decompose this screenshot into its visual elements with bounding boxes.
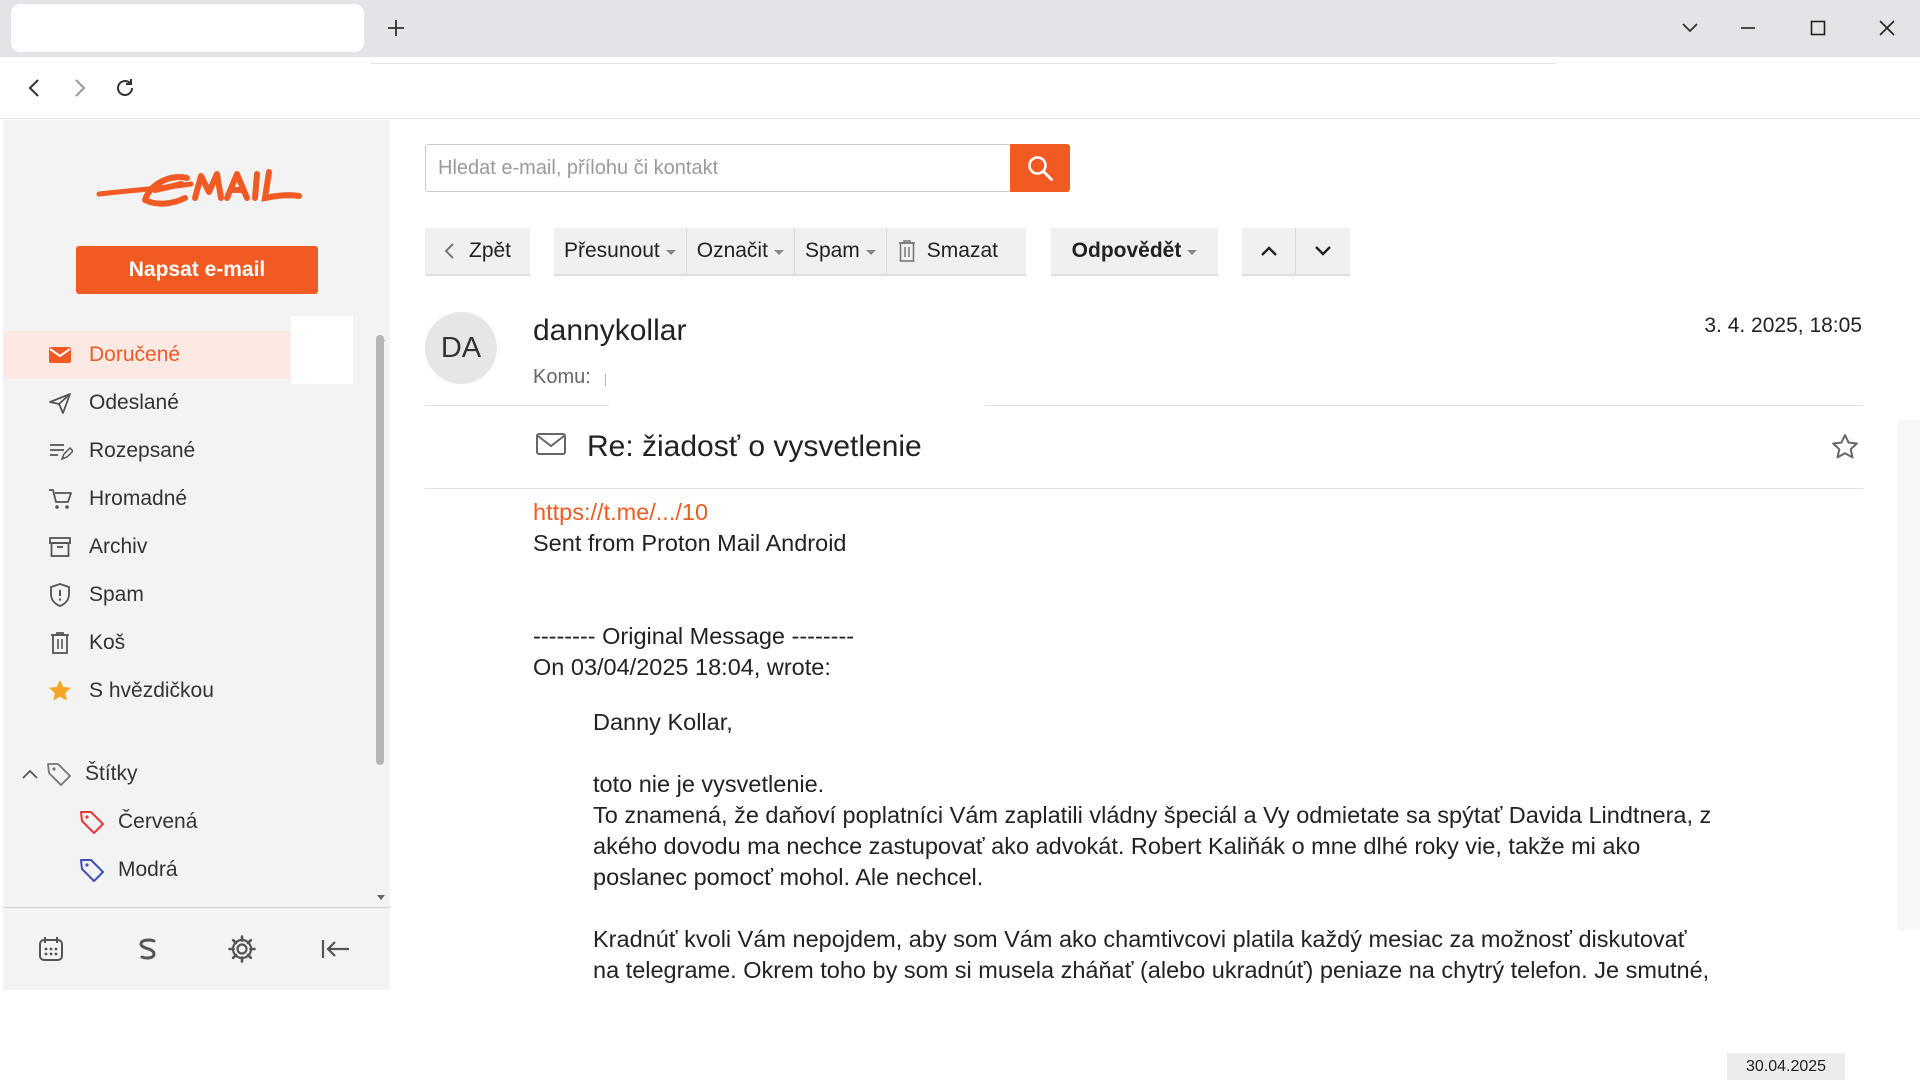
message-body xyxy=(533,497,1833,683)
original-meta: On 03/04/2025 18:04, wrote: xyxy=(533,654,831,680)
recipient-label: Komu: xyxy=(533,366,591,388)
label-name: Červená xyxy=(118,810,198,833)
calendar-icon xyxy=(37,935,65,963)
label-name: Modrá xyxy=(118,858,178,881)
reply-label: Odpovědět xyxy=(1071,239,1182,262)
calendar-button[interactable] xyxy=(34,932,68,966)
browser-tab[interactable] xyxy=(11,4,364,52)
back-nav-button[interactable] xyxy=(18,71,52,105)
tag-red-icon xyxy=(78,808,106,836)
label-blue[interactable] xyxy=(78,850,178,890)
folder-label: Hromadné xyxy=(89,487,188,510)
folder-label: Koš xyxy=(89,631,126,654)
tag-icon xyxy=(45,760,73,788)
folder-inbox[interactable] xyxy=(3,331,290,379)
scroll-down-arrow[interactable] xyxy=(377,895,385,900)
folder-starred[interactable] xyxy=(3,667,290,715)
reload-button[interactable] xyxy=(108,71,142,105)
cart-icon xyxy=(47,486,73,512)
forward-nav-button[interactable] xyxy=(62,71,96,105)
original-header: -------- Original Message -------- xyxy=(533,623,855,649)
back-label: Zpět xyxy=(469,239,512,262)
taskbar-date: 30.04.2025 xyxy=(1727,1053,1845,1080)
archive-icon xyxy=(47,534,73,560)
folder-label: Archiv xyxy=(89,535,148,558)
reply-button[interactable] xyxy=(1051,228,1218,276)
recipient-value xyxy=(605,374,606,386)
email-logo[interactable] xyxy=(95,160,305,216)
s-logo-icon xyxy=(133,935,161,963)
address-bar[interactable] xyxy=(370,63,1556,64)
collapse-sidebar-button[interactable] xyxy=(319,932,353,966)
quote-text: poslanec pomocť mohol. Ale nechcel. xyxy=(593,864,984,890)
action-toolbar xyxy=(554,228,1026,276)
reload-icon xyxy=(113,76,137,100)
move-label: Přesunout xyxy=(564,239,660,262)
new-tab-button[interactable] xyxy=(381,13,411,43)
label-red[interactable] xyxy=(78,802,197,842)
folder-archive[interactable] xyxy=(3,523,290,571)
browser-titlebar xyxy=(0,0,1920,57)
caret-down-icon xyxy=(866,250,876,255)
settings-button[interactable] xyxy=(225,932,259,966)
tag-blue-icon xyxy=(78,856,106,884)
logo-icon xyxy=(95,160,305,216)
spam-label: Spam xyxy=(804,239,860,262)
back-button[interactable] xyxy=(425,228,530,276)
arrow-right-icon xyxy=(69,78,89,98)
signature-text: Sent from Proton Mail Android xyxy=(533,530,847,556)
search-input[interactable] xyxy=(425,144,1011,192)
folder-label: Doručené xyxy=(89,343,181,366)
search-icon xyxy=(1026,154,1054,182)
envelope-icon xyxy=(535,430,567,458)
delete-label: Smazat xyxy=(926,239,998,262)
folder-spam[interactable] xyxy=(3,571,290,619)
search-button[interactable] xyxy=(1010,144,1070,192)
star-outline-icon[interactable] xyxy=(1830,432,1860,462)
folder-label: Spam xyxy=(89,583,144,606)
message-link[interactable]: https://t.me/.../10 xyxy=(533,499,709,525)
chevron-left-icon xyxy=(443,242,455,260)
caret-down-icon xyxy=(1187,250,1197,255)
star-icon xyxy=(47,678,73,704)
storage-button[interactable] xyxy=(130,932,164,966)
trash-icon xyxy=(47,630,73,656)
quote-greeting: Danny Kollar, xyxy=(593,709,733,735)
content-scrollbar[interactable] xyxy=(1898,420,1920,930)
quote-text: toto nie je vysvetlenie. xyxy=(593,771,825,797)
mark-label: Označit xyxy=(696,239,768,262)
sidebar-footer xyxy=(3,907,390,990)
next-message-button[interactable] xyxy=(1296,228,1350,274)
divider xyxy=(425,488,1863,489)
message-nav xyxy=(1242,228,1350,276)
shield-icon xyxy=(47,582,73,608)
tab-list-button[interactable] xyxy=(1675,13,1705,43)
folder-bulk[interactable] xyxy=(3,475,290,523)
quote-text: akého dovodu ma nechce zastupovať ako advokát. Robert Kaliňák o mne dlhé roky vie, takže mi ako xyxy=(593,833,1641,859)
gear-icon xyxy=(227,934,257,964)
spam-button[interactable] xyxy=(795,228,887,274)
arrow-left-icon xyxy=(25,78,45,98)
plus-icon xyxy=(386,18,406,38)
maximize-icon xyxy=(1809,19,1827,37)
chevron-up-icon xyxy=(1260,245,1278,257)
folder-drafts[interactable] xyxy=(3,427,290,475)
collapse-left-icon xyxy=(320,937,352,961)
chevron-down-icon xyxy=(1681,22,1699,34)
trash-icon xyxy=(897,239,917,263)
chevron-down-icon xyxy=(1314,245,1332,257)
folder-sent[interactable] xyxy=(3,379,290,427)
close-window-button[interactable] xyxy=(1872,13,1902,43)
quote-text: To znamená, že daňoví poplatníci Vám zaplatili vládny špeciál a Vy odmietate sa spýtať Davida Lindtnera, z xyxy=(593,802,1712,828)
message-date: 3. 4. 2025, 18:05 xyxy=(1704,314,1862,337)
quote-text: na telegrame. Okrem toho by som si musela zháňať (alebo ukradnúť) peniaze na chytrý telefon. Je smutné, xyxy=(593,957,1710,983)
quoted-message xyxy=(593,707,1843,986)
mark-button[interactable] xyxy=(687,228,795,274)
inbox-icon xyxy=(47,342,73,368)
divider xyxy=(985,405,1863,406)
chevron-up-icon xyxy=(21,768,39,780)
draft-icon xyxy=(47,438,73,464)
avatar: DA xyxy=(425,312,497,384)
folder-trash[interactable] xyxy=(3,619,290,667)
sidebar xyxy=(3,120,390,990)
folder-label: S hvězdičkou xyxy=(89,679,214,702)
labels-header[interactable] xyxy=(21,754,138,794)
close-icon xyxy=(1878,19,1896,37)
message-subject: Re: žiadosť o vysvetlenie xyxy=(587,430,922,463)
labels-header-label: Štítky xyxy=(85,762,138,785)
divider xyxy=(425,405,609,406)
quote-text: Kradnúť kvoli Vám nepojdem, aby som Vám ako chamtivcovi platila každý mesiac za možnosť diskutovať xyxy=(593,926,1687,952)
maximize-button[interactable] xyxy=(1803,13,1833,43)
minimize-icon xyxy=(1739,19,1757,37)
delete-button[interactable] xyxy=(887,228,1008,274)
folder-label: Odeslané xyxy=(89,391,179,414)
sidebar-scrollbar[interactable] xyxy=(376,335,384,765)
sender-name[interactable]: dannykollar xyxy=(533,314,687,347)
compose-button[interactable]: Napsat e-mail xyxy=(76,246,318,294)
caret-down-icon xyxy=(774,250,784,255)
move-button[interactable] xyxy=(554,228,687,274)
minimize-button[interactable] xyxy=(1733,13,1763,43)
browser-navbar xyxy=(0,57,1920,119)
folder-label: Rozepsané xyxy=(89,439,196,462)
previous-message-button[interactable] xyxy=(1242,228,1296,274)
caret-down-icon xyxy=(666,250,676,255)
send-icon xyxy=(47,390,73,416)
